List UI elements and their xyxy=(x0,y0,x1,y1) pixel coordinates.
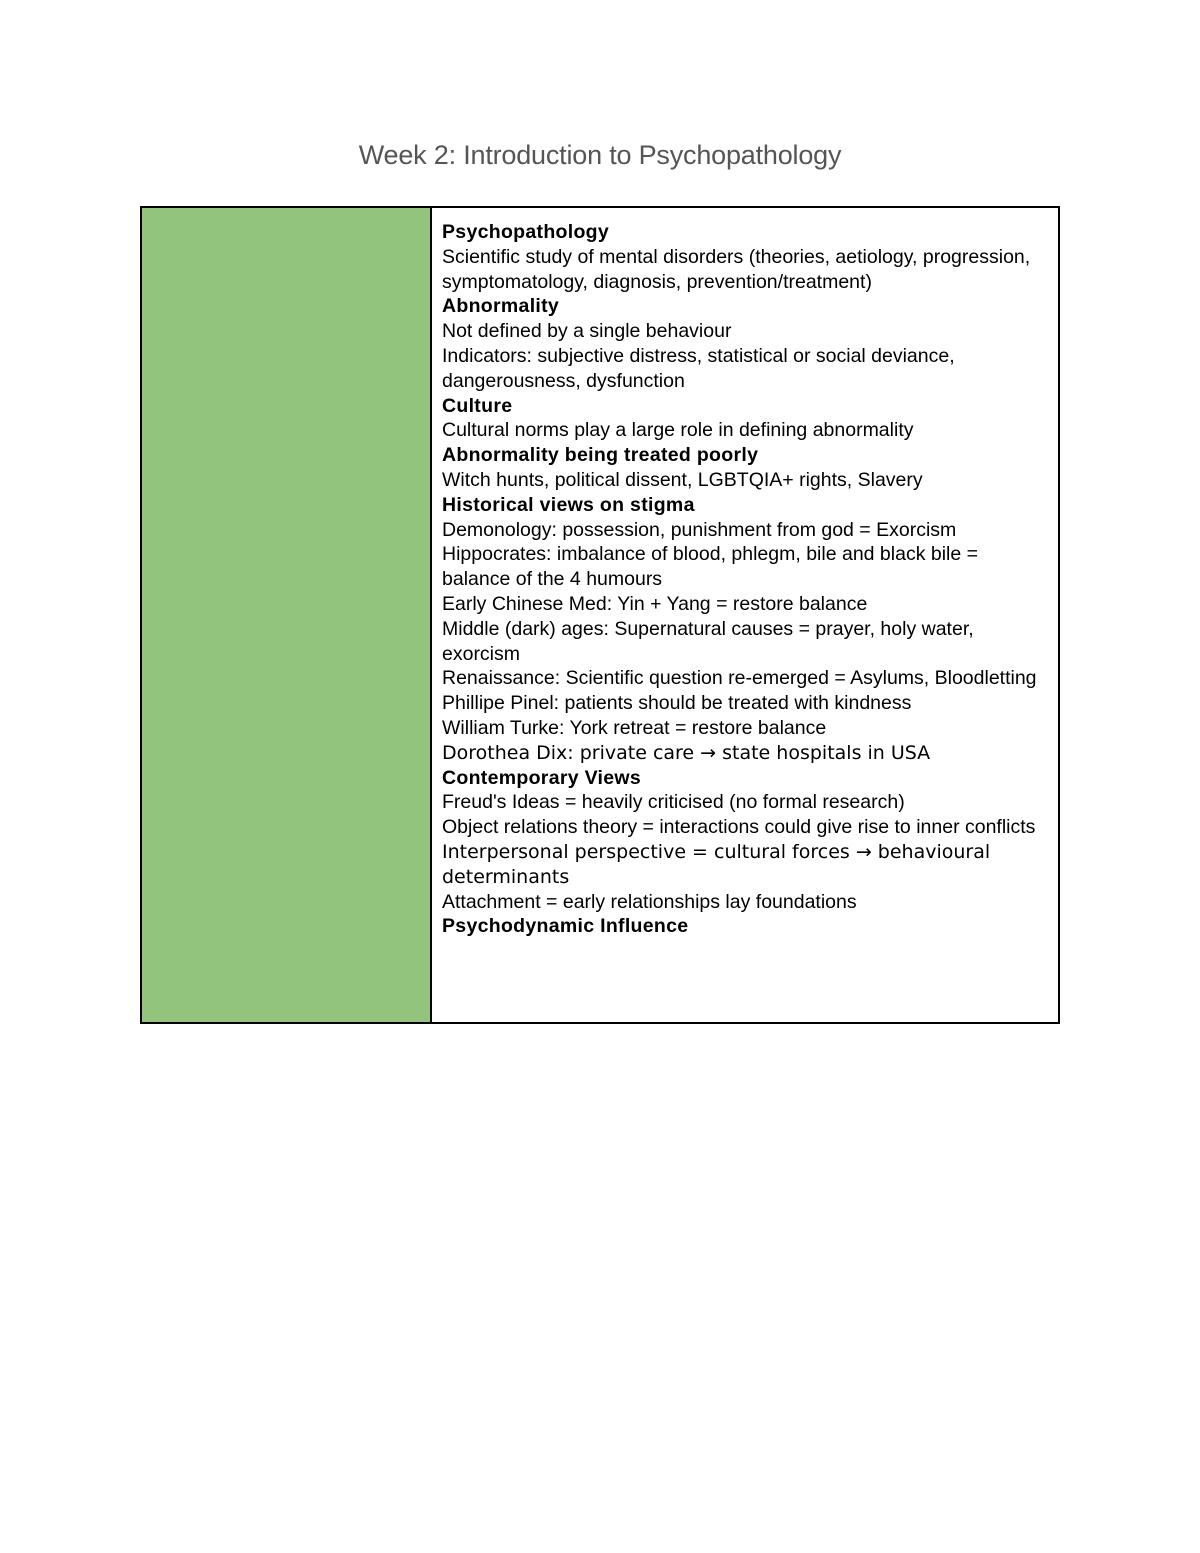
note-line: Middle (dark) ages: Supernatural causes = prayer, holy water, exorcism xyxy=(442,617,974,665)
cue-column-cell xyxy=(142,208,432,1022)
note-line: William Turke: York retreat = restore balance xyxy=(442,716,827,739)
heading-psychopathology: Psychopathology xyxy=(442,221,610,243)
page-title: Week 2: Introduction to Psychopathology xyxy=(358,140,842,170)
note-line: Not defined by a single behaviour xyxy=(442,320,732,343)
note-line: Early Chinese Med: Yin + Yang = restore balance xyxy=(442,592,868,615)
note-line: Cultural norms play a large role in defining abnormality xyxy=(442,419,914,442)
heading-abnormality: Abnormality xyxy=(442,295,560,318)
note-line: Object relations theory = interactions could give rise to inner conflicts xyxy=(442,816,1036,839)
heading-culture: Culture xyxy=(442,394,513,417)
note-line: Attachment = early relationships lay foundations xyxy=(442,890,857,913)
note-line: Dorothea Dix: private care → state hospitals in USA xyxy=(442,741,931,764)
note-line: Witch hunts, political dissent, LGBTQIA+ rights, Slavery xyxy=(442,468,923,491)
notes-table xyxy=(140,206,1060,1024)
note-line: Indicators: subjective distress, statistical or social deviance, dangerousness, dysfunction xyxy=(442,344,955,392)
notes-column-cell xyxy=(432,208,1058,1022)
heading-abnormality-treated-poorly: Abnormality being treated poorly xyxy=(442,444,759,467)
heading-contemporary-views: Contemporary Views xyxy=(442,766,642,789)
note-line: Phillipe Pinel: patients should be treated with kindness xyxy=(442,692,912,715)
heading-psychodynamic-influence: Psychodynamic Influence xyxy=(442,915,689,938)
note-line: Interpersonal perspective = cultural forces → behavioural determinants xyxy=(442,840,991,888)
note-line: Freud's Ideas = heavily criticised (no formal research) xyxy=(442,791,905,814)
note-line: Scientific study of mental disorders (theories, aetiology, progression, symptomatology, diagnosis, prevention/treatment) xyxy=(442,245,1031,293)
note-line: Renaissance: Scientific question re-emerged = Asylums, Bloodletting xyxy=(442,667,1037,690)
note-line: Hippocrates: imbalance of blood, phlegm, bile and black bile = balance of the 4 humours xyxy=(442,543,979,591)
heading-historical-views: Historical views on stigma xyxy=(442,493,695,516)
note-line: Demonology: possession, punishment from god = Exorcism xyxy=(442,518,957,541)
